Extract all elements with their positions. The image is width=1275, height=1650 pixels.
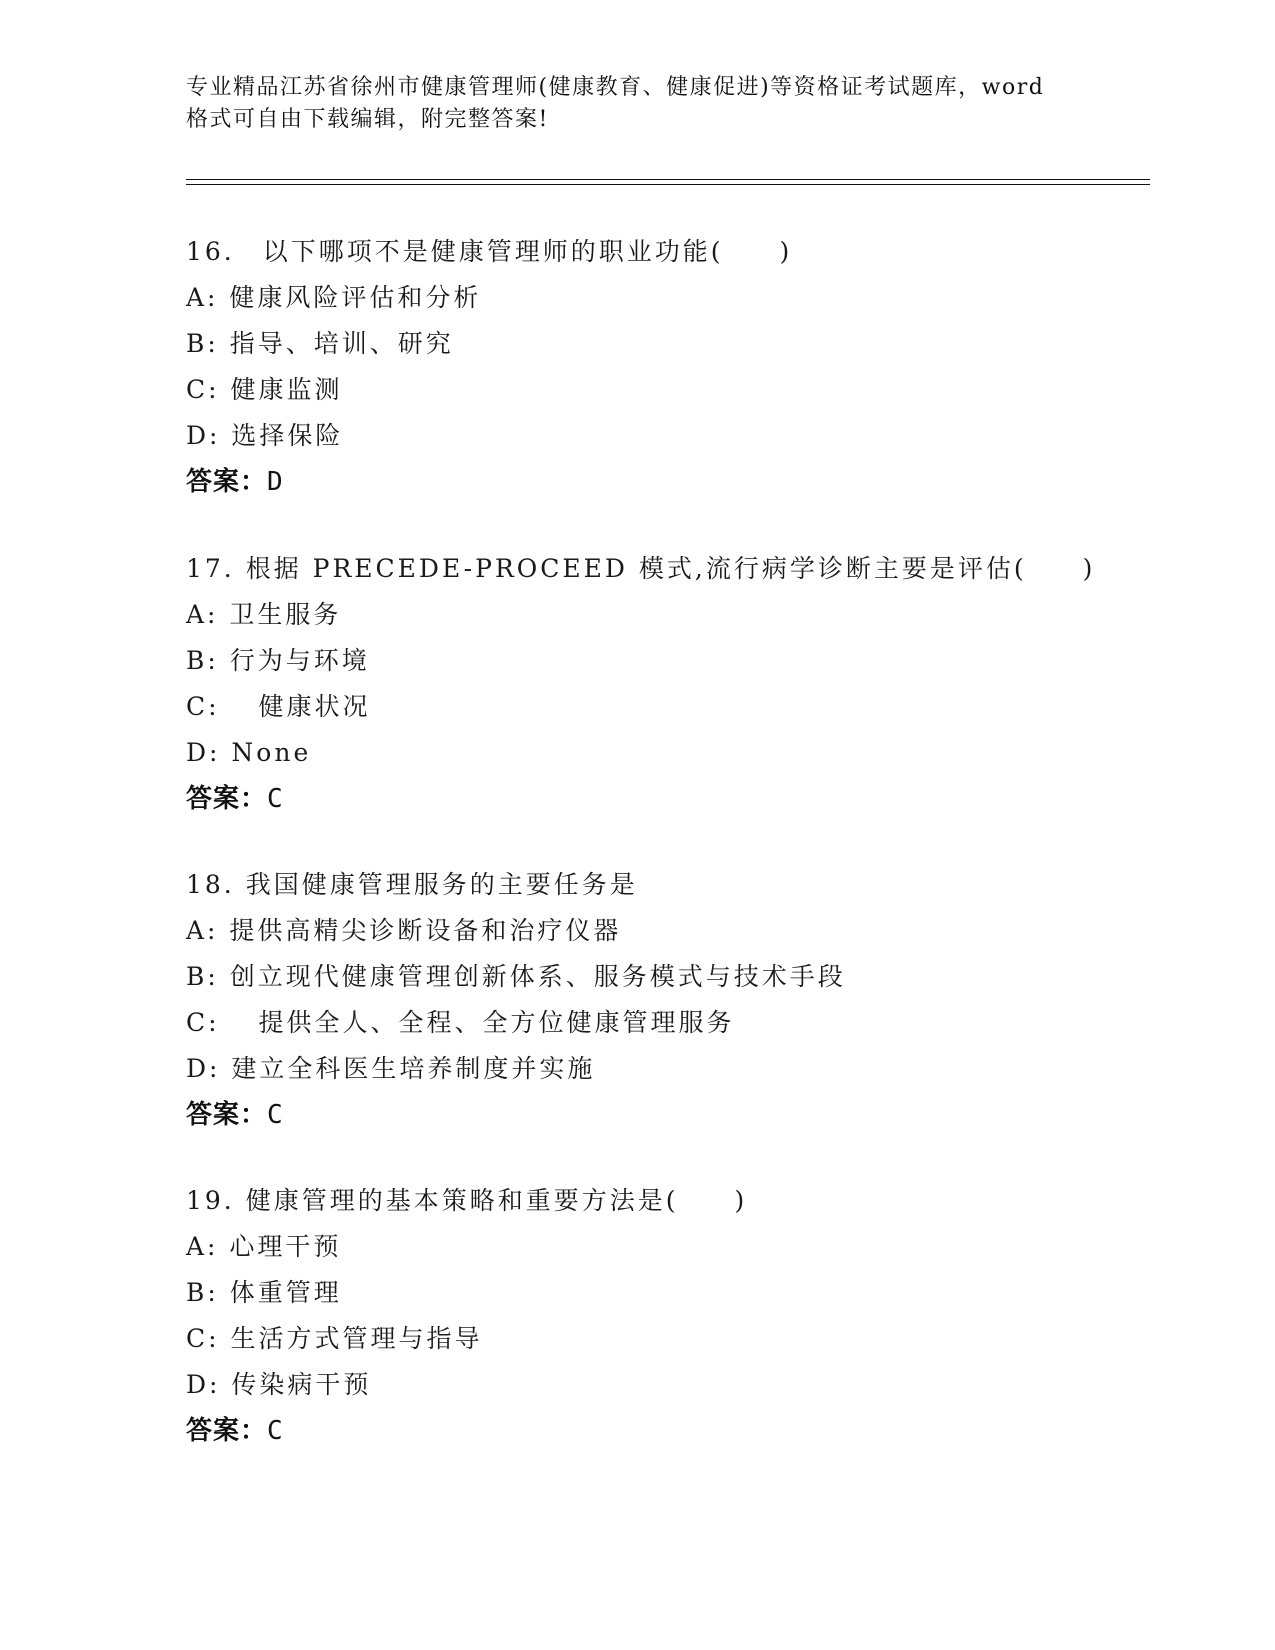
question-title: 16. 以下哪项不是健康管理师的职业功能( ) bbox=[186, 237, 793, 266]
question-title: 19. 健康管理的基本策略和重要方法是( ) bbox=[186, 1186, 748, 1215]
option-a: A: 健康风险评估和分析 bbox=[186, 283, 482, 312]
question-19 bbox=[186, 1178, 1146, 1454]
header-divider-bottom bbox=[186, 184, 1150, 185]
answer-label: 答案： bbox=[186, 1416, 268, 1446]
question-title: 18. 我国健康管理服务的主要任务是 bbox=[186, 870, 638, 899]
option-c: C: 健康监测 bbox=[186, 375, 343, 404]
option-c: C: 生活方式管理与指导 bbox=[186, 1324, 483, 1353]
question-17 bbox=[186, 546, 1146, 822]
option-a: A: 提供高精尖诊断设备和治疗仪器 bbox=[186, 916, 622, 945]
option-d: D: None bbox=[186, 738, 312, 767]
option-b: B: 创立现代健康管理创新体系、服务模式与技术手段 bbox=[186, 962, 846, 991]
option-d: D: 选择保险 bbox=[186, 421, 344, 450]
answer-label: 答案： bbox=[186, 784, 268, 814]
answer-value: C bbox=[267, 1416, 284, 1446]
header-line-2: 格式可自由下载编辑，附完整答案! bbox=[186, 107, 549, 132]
answer-line bbox=[186, 1092, 1146, 1138]
option-d: D: 建立全科医生培养制度并实施 bbox=[186, 1054, 596, 1083]
option-d: D: 传染病干预 bbox=[186, 1370, 372, 1399]
question-18 bbox=[186, 862, 1146, 1138]
option-b: B: 行为与环境 bbox=[186, 646, 370, 675]
option-b: B: 指导、培训、研究 bbox=[186, 329, 454, 358]
answer-line bbox=[186, 459, 1146, 505]
option-c: C: 健康状况 bbox=[186, 692, 371, 721]
option-a: A: 卫生服务 bbox=[186, 600, 342, 629]
option-b: B: 体重管理 bbox=[186, 1278, 342, 1307]
answer-value: C bbox=[267, 1100, 284, 1130]
question-16 bbox=[186, 229, 1146, 505]
answer-line bbox=[186, 776, 1146, 822]
header-line-1: 专业精品江苏省徐州市健康管理师(健康教育、健康促进)等资格证考试题库，word bbox=[186, 75, 1045, 100]
answer-label: 答案： bbox=[186, 467, 268, 497]
question-title: 17. 根据 PRECEDE-PROCEED 模式,流行病学诊断主要是评估( ) bbox=[186, 554, 1096, 583]
option-c: C: 提供全人、全程、全方位健康管理服务 bbox=[186, 1008, 735, 1037]
header-divider-top bbox=[186, 179, 1150, 180]
answer-line bbox=[186, 1408, 1146, 1454]
document-header bbox=[186, 72, 1086, 136]
answer-value: D bbox=[267, 467, 284, 497]
answer-value: C bbox=[267, 784, 284, 814]
option-a: A: 心理干预 bbox=[186, 1232, 342, 1261]
answer-label: 答案： bbox=[186, 1100, 268, 1130]
